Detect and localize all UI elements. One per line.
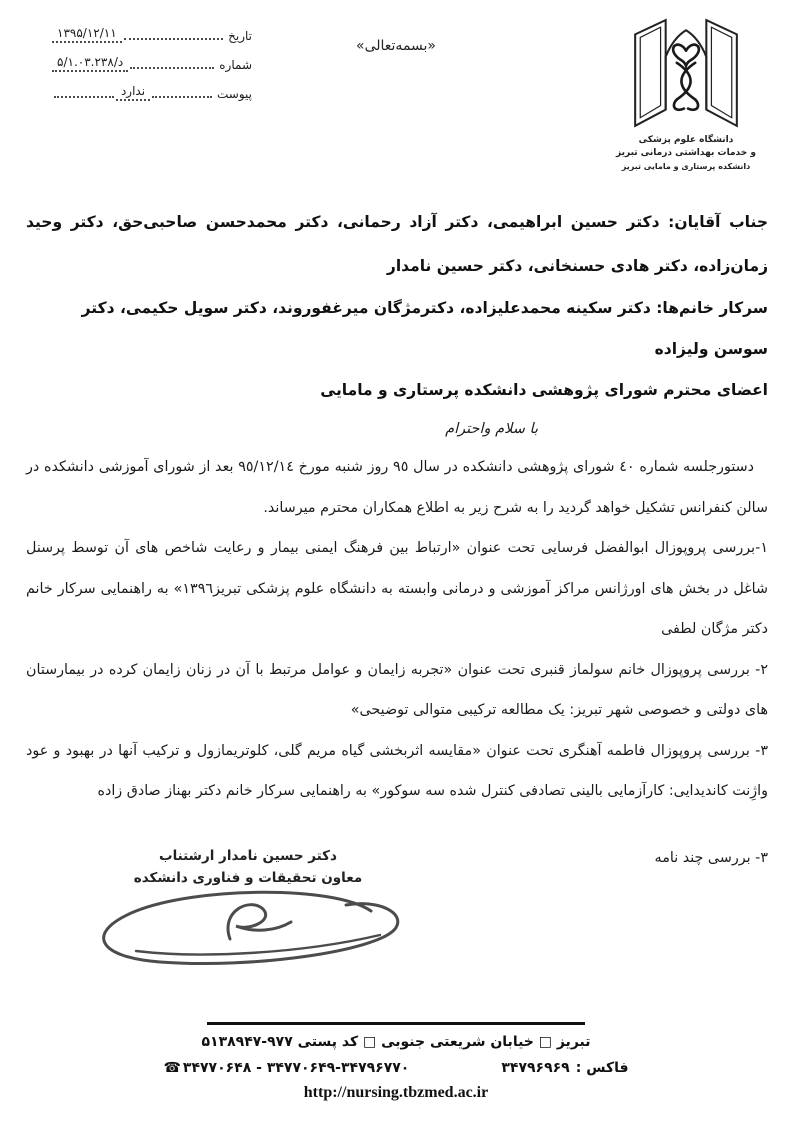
recipients-gentlemen: جناب آقایان: دکتر حسین ابراهیمی، دکتر آزاد رحمانی، دکتر محمدحسن صاحبی‌حق، دکتر وحید زمان‌زاده، دکتر هادی حسنخانی، دکتر حسین نامدار — [26, 213, 768, 275]
phone-numbers: ۳۴۷۷۰۶۴۸ - ۳۴۷۷۰۶۴۹-۳۴۷۹۶۷۷۰ — [182, 1059, 410, 1076]
agenda-item-2: ٢- بررسی پروپوزال خانم سولماز قنبری تحت عنوان «تجربه زایمان و عوامل مرتبط با آن در زنان زایمان کرده در بیمارستان های دولتی و خصوصی شهر تبریز: یک مطالعه ترکیبی متوالی توضیحی» — [26, 661, 768, 718]
phones-cluster — [163, 1060, 409, 1076]
recipients-members: اعضای محترم شورای پژوهشی دانشکده پرستاری و مامایی — [320, 381, 768, 399]
letterhead-footer — [0, 1022, 792, 1102]
logo-text-faculty: دانشکده پرستاری و مامایی تبریز — [621, 162, 751, 171]
address-line — [0, 1034, 792, 1050]
signer-title: معاون تحقیقات و فناوری دانشکده — [133, 870, 363, 886]
dotted-leader — [130, 67, 214, 69]
agenda-item-1: ١-بررسی پروپوزال ابوالفضل فرسایی تحت عنوان «ارتباط بین فرهنگ ایمنی بیمار و رعایت شاخص های آن توسط پرسنل شاغل در بخش های اورژانس مراکز آموزشی و درمانی وابسته به دانشگاه علوم پزشکی تبریز١٣٩٦» به راهنمایی سرکار خانم دکتر مژگان لطفی — [26, 540, 768, 637]
dotted-leader — [54, 96, 114, 98]
open-book-emblem-icon — [625, 12, 747, 134]
number-label: شماره — [219, 58, 252, 72]
agenda-item-3: ٣- بررسی پروپوزال فاطمه آهنگری تحت عنوان «مقایسه اثربخشی گیاه مریم گلی، کلوتریمازول و ترکیب آنها در بهبود و عود واژِنت کاندیدایی: کارآزمایی بالینی تصادفی کنترل شده سه سوکور» به راهنمایی سرکار خانم دکتر بهناز صادق زاده — [26, 742, 768, 799]
besmele-text: «بسمه‌تعالی» — [356, 38, 436, 54]
letter-body — [26, 200, 768, 878]
date-label: تاریخ — [228, 29, 252, 43]
attachment-value: ندارد — [116, 84, 150, 101]
signature-block — [78, 845, 418, 889]
phone-fax-line — [0, 1060, 792, 1076]
fax-cluster — [501, 1060, 628, 1076]
number-value: ۵/د/۱.۰۳.۲۳۸ — [52, 55, 128, 72]
fax-number: ۳۴۷۹۶۹۶۹ — [501, 1059, 570, 1076]
attachment-field — [52, 84, 252, 101]
logo-text-university: دانشگاه علوم پزشکی — [638, 135, 734, 145]
recipients-ladies: سرکار خانم‌ها: دکتر سکینه محمدعلیزاده، دکترمژگان میرغفوروند، دکتر سویل حکیمی، دکتر سوسن ولیزاده — [81, 299, 768, 358]
website-url: http://nursing.tbzmed.ac.ir — [303, 1083, 489, 1101]
fax-label: فاکس : — [575, 1059, 629, 1076]
attachment-label: پیوست — [217, 87, 252, 101]
agenda-item-letters: ٣- بررسی چند نامه — [654, 849, 768, 866]
logo-text-services: و خدمات بهداشتی درمانی تبریز — [616, 148, 756, 158]
university-logo — [606, 12, 766, 173]
intro-paragraph: دستورجلسه شماره ٤٠ شورای پژوهشی دانشکده در سال ٩٥ روز شنبه مورخ ٩٥/١٢/١٤ بعد از شورای آموزشی دانشکده در سالن کنفرانس تشکیل خواهد گردید را به شرح زیر به اطلاع همکاران محترم میرساند. — [26, 459, 768, 516]
footer-divider — [207, 1022, 585, 1025]
signer-name: دکتر حسین نامدار ارشتناب — [159, 848, 337, 864]
postal-code: ۵۱۳۸۹۴۷-۹۷۷ — [201, 1033, 293, 1050]
dotted-leader — [152, 96, 212, 98]
address-text: تبریز □ خیابان شریعتی جنوبی □ کد پستی — [297, 1033, 591, 1050]
phone-icon: ☎ — [163, 1059, 181, 1076]
date-value: ۱۳۹۵/۱۲/۱۱ — [52, 26, 122, 43]
number-field — [52, 55, 252, 72]
salutation: با سلام واحترام — [445, 421, 538, 437]
